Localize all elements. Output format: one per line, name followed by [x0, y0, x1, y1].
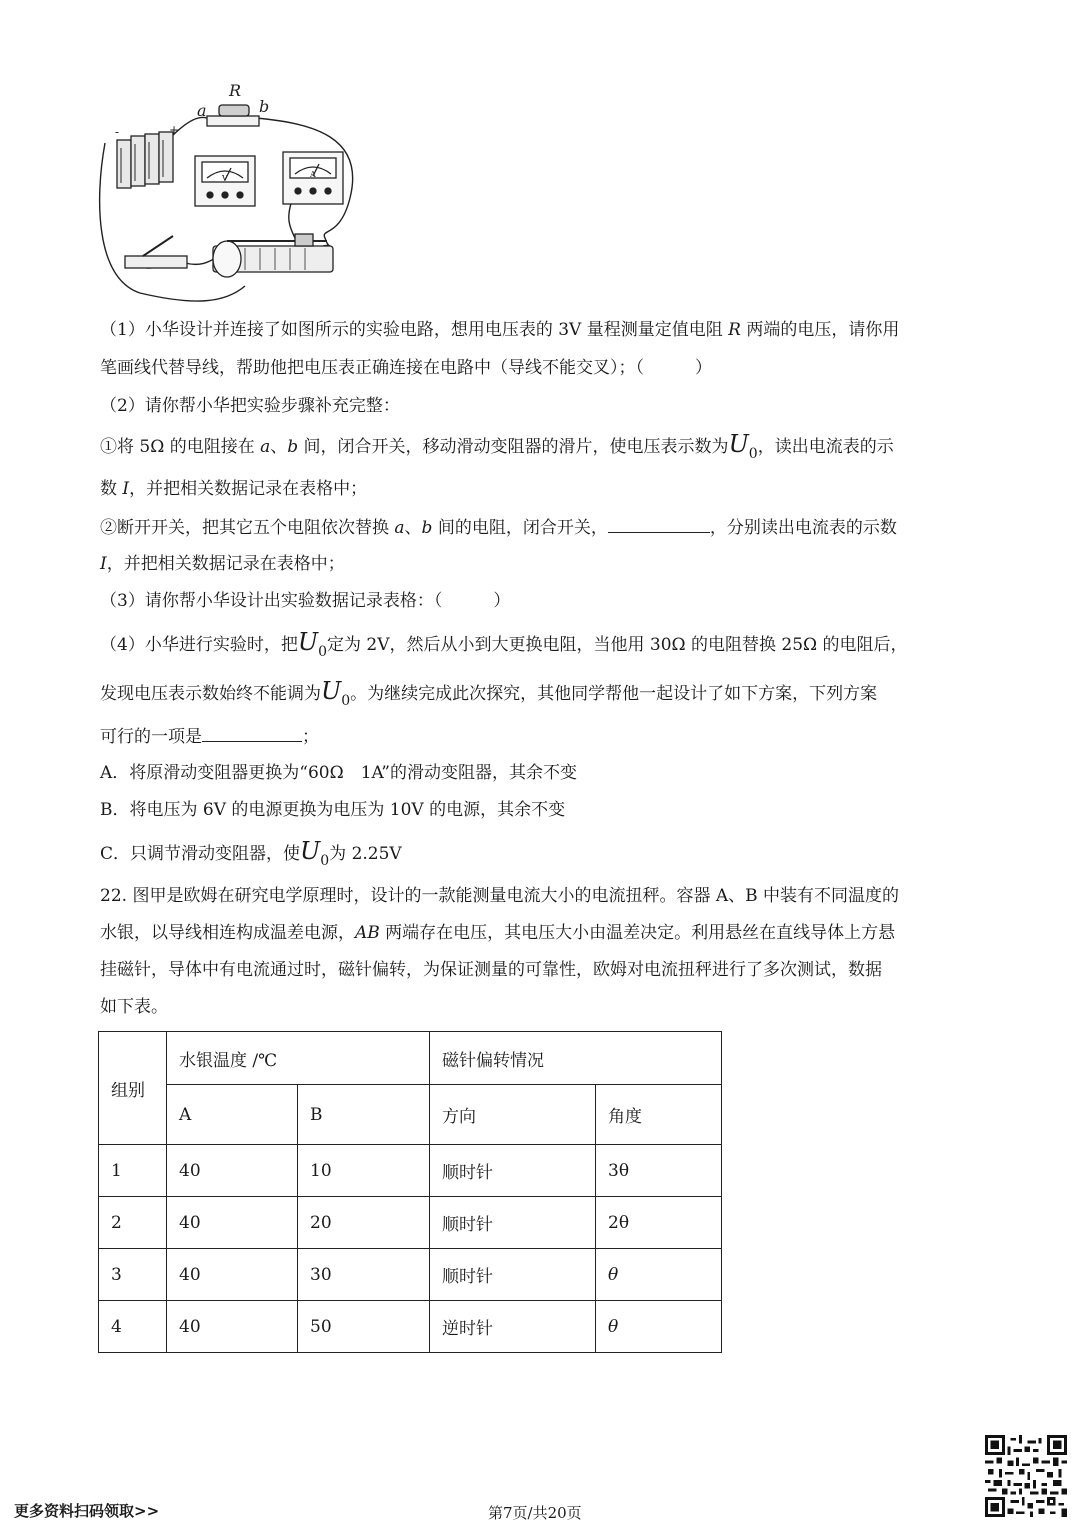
u0-symbol: [321, 677, 351, 709]
u-letter: U: [297, 628, 319, 656]
q21-part2-heading: （2）请你帮小华把实验步骤补充完整：: [100, 396, 400, 416]
qr-code-icon[interactable]: [985, 1435, 1067, 1517]
u-subscript: 0: [748, 445, 758, 462]
answer-blank[interactable]: [608, 515, 710, 533]
switch-icon: [125, 236, 187, 268]
cell-direction: 顺时针: [430, 1249, 596, 1301]
cell-b: 50: [298, 1301, 430, 1353]
text-span: （4）小华进行实验时，把: [100, 635, 298, 655]
header-col-angle: 角度: [596, 1085, 722, 1145]
text-span: ，并把相关数据记录在表格中；: [106, 554, 345, 574]
table-header-row: [99, 1032, 722, 1085]
terminal-b-label: b: [259, 97, 270, 116]
text-span: 可行的一项是: [100, 727, 202, 747]
cell-a: 40: [167, 1197, 298, 1249]
cell-b: 30: [298, 1249, 430, 1301]
table-row: [99, 1301, 722, 1353]
q21-option-c: [100, 839, 402, 873]
header-col-direction: 方向: [430, 1085, 596, 1145]
cell-angle: 2θ: [596, 1197, 722, 1249]
cell-angle: 3θ: [596, 1145, 722, 1197]
variable-ab: AB: [355, 923, 380, 943]
variable-a: a: [260, 437, 271, 457]
u-subscript: 0: [341, 692, 351, 709]
cell-direction: 顺时针: [430, 1197, 596, 1249]
rheostat-icon: [213, 234, 333, 277]
u0-symbol: [728, 430, 758, 462]
cell-direction: 逆时针: [430, 1301, 596, 1353]
text-span: 两端存在电压，其电压大小由温差决定。利用悬丝在直线导体上方悬: [379, 923, 896, 943]
resistor-label: R: [229, 81, 242, 100]
q21-part4-line1: [100, 630, 908, 664]
table-row: [99, 1145, 722, 1197]
text-span: 、: [270, 437, 288, 457]
text-span: C．只调节滑动变阻器，使: [100, 844, 301, 864]
answer-blank[interactable]: [202, 724, 302, 742]
u-subscript: 0: [320, 852, 330, 869]
q21-part4-line3: [100, 724, 319, 749]
data-table: [98, 1031, 722, 1353]
text-span: ，并把相关数据记录在表格中；: [129, 479, 368, 499]
terminal-a-label: a: [197, 101, 207, 120]
q21-part1-line2: 笔画线代替导线，帮助他把电压表正确连接在电路中（导线不能交叉）；（ ）: [100, 358, 712, 378]
voltmeter-label: V: [222, 174, 228, 183]
u0-symbol: [300, 837, 330, 869]
cell-b: 20: [298, 1197, 430, 1249]
ammeter-label: A: [310, 170, 316, 179]
footer-promo-text[interactable]: 更多资料扫码领取>>: [14, 1502, 160, 1520]
text-span: 。为继续完成此次探究，其他同学帮他一起设计了如下方案，下列方案: [350, 684, 878, 704]
cell-group: 1: [99, 1145, 167, 1197]
text-span: ，分别读出电流表的示数: [709, 518, 897, 538]
circuit-diagram: [95, 78, 365, 308]
text-span: 间，闭合开关，移动滑动变阻器的滑片，使电压表示数为: [298, 437, 729, 457]
u-letter: U: [300, 837, 321, 865]
q21-part4-line2: [100, 679, 877, 713]
cell-angle: θ: [596, 1301, 722, 1353]
table-subheader-row: [99, 1085, 722, 1145]
cell-b: 10: [298, 1145, 430, 1197]
header-group: 组别: [99, 1032, 167, 1145]
header-col-b: B: [298, 1085, 430, 1145]
text-span: 定为 2V，然后从小到大更换电阻，当他用 30Ω 的电阻替换 25Ω 的电阻后，: [326, 635, 908, 655]
cell-a: 40: [167, 1145, 298, 1197]
q22-line4: 如下表。: [100, 997, 168, 1017]
resistor-icon: [207, 105, 259, 126]
text-span: 水银，以导线相连构成温差电源，: [100, 923, 355, 943]
cell-angle: θ: [596, 1249, 722, 1301]
battery-minus-label: -: [115, 125, 120, 139]
text-span: ②断开开关，把其它五个电阻依次替换: [100, 518, 395, 538]
variable-i: I: [100, 554, 107, 574]
text-span: 、: [404, 518, 422, 538]
q21-step1-line2: [100, 477, 367, 501]
battery-icon: [117, 132, 173, 188]
q21-option-b: B．将电压为 6V 的电源更换为电压为 10V 的电源，其余不变: [100, 800, 566, 820]
text-span: 两端的电压，请你用: [740, 320, 900, 340]
variable-b: b: [287, 437, 299, 457]
variable-b: b: [421, 518, 433, 538]
header-col-a: A: [167, 1085, 298, 1145]
q22-line3: 挂磁针，导体中有电流通过时，磁针偏转，为保证测量的可靠性，欧姆对电流扭秤进行了多次测试，数据: [100, 960, 882, 980]
q21-part1-line1: [100, 318, 899, 342]
text-span: 为 2.25V: [329, 844, 402, 864]
cell-group: 3: [99, 1249, 167, 1301]
q21-part3: （3）请你帮小华设计出实验数据记录表格：（ ）: [100, 591, 511, 611]
cell-group: 4: [99, 1301, 167, 1353]
q22-line2: [100, 921, 895, 945]
q21-step1-line1: [100, 432, 894, 466]
battery-plus-label: +: [169, 123, 180, 137]
table-row: [99, 1249, 722, 1301]
u-letter: U: [321, 677, 342, 705]
text-span: 发现电压表示数始终不能调为: [100, 684, 321, 704]
q22-line1: 22. 图甲是欧姆在研究电学原理时，设计的一款能测量电流大小的电流扭秤。容器 A、B 中装有不同温度的: [100, 886, 900, 906]
u-subscript: 0: [318, 643, 327, 660]
text-span: 数: [100, 479, 123, 499]
variable-r: R: [728, 320, 741, 340]
q21-step2-line1: [100, 515, 897, 540]
u-letter: U: [728, 430, 749, 458]
cell-a: 40: [167, 1301, 298, 1353]
text-span: 间的电阻，闭合开关，: [432, 518, 608, 538]
q21-step2-line2: [100, 552, 345, 576]
cell-a: 40: [167, 1249, 298, 1301]
text-span: ；: [302, 727, 319, 747]
variable-a: a: [394, 518, 405, 538]
u0-symbol: [297, 628, 327, 660]
cell-direction: 顺时针: [430, 1145, 596, 1197]
text-span: ①将 5Ω 的电阻接在: [100, 437, 261, 457]
variable-i: I: [122, 479, 130, 499]
table-row: [99, 1197, 722, 1249]
header-deflection: 磁针偏转情况: [430, 1032, 722, 1085]
header-temp: 水银温度 /℃: [167, 1032, 430, 1085]
q21-option-a: A．将原滑动变阻器更换为“60Ω 1A”的滑动变阻器，其余不变: [100, 763, 577, 783]
text-span: （1）小华设计并连接了如图所示的实验电路，想用电压表的 3V 量程测量定值电阻: [100, 320, 729, 340]
page-number: 第7页/共20页: [488, 1504, 582, 1522]
cell-group: 2: [99, 1197, 167, 1249]
text-span: ，读出电流表的示: [757, 437, 894, 457]
